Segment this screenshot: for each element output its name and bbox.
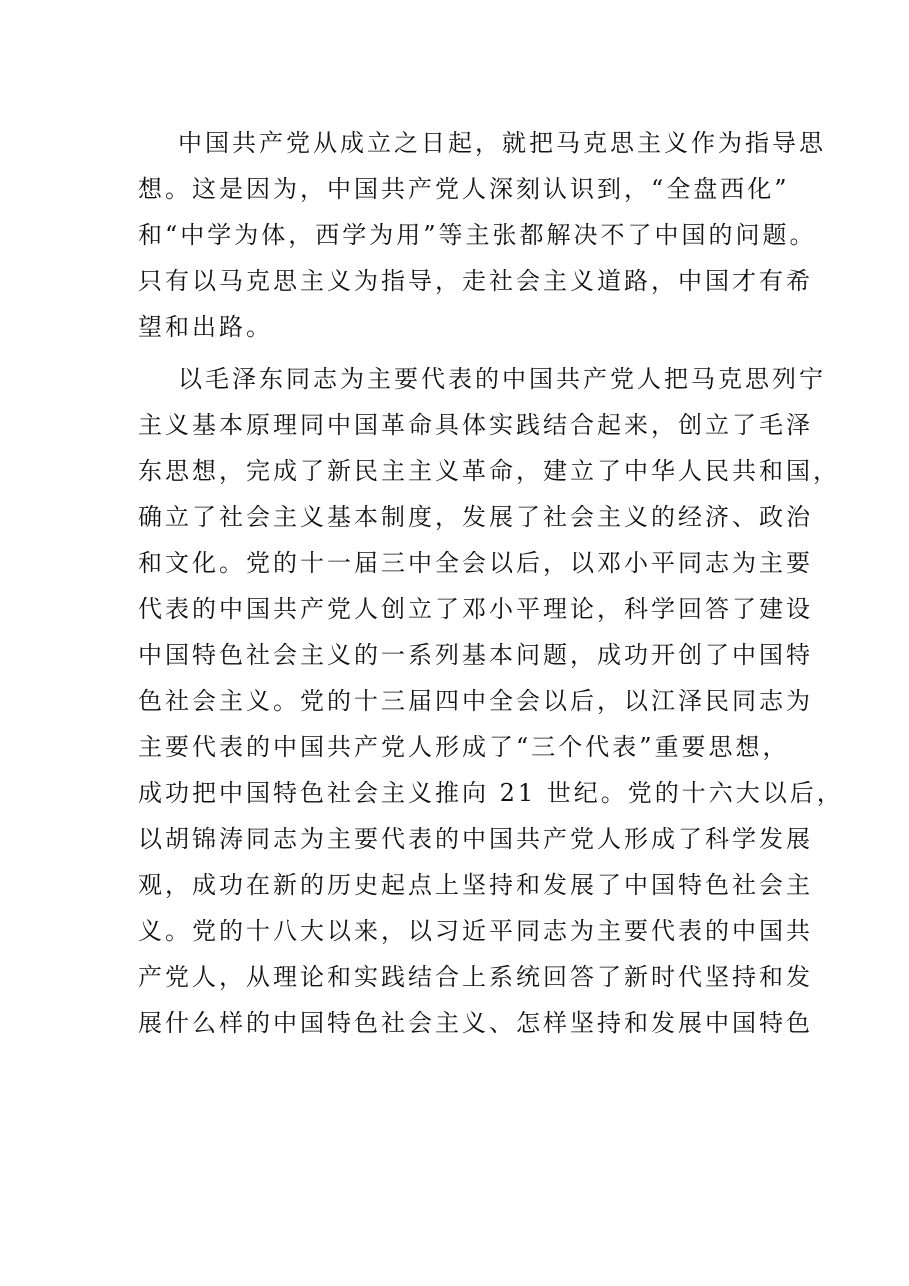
text-line: 以胡锦涛同志为主要代表的中国共产党人形成了科学发展 (138, 825, 813, 853)
text-line: 展什么样的中国特色社会主义、怎样坚持和发展中国特色 (138, 1009, 813, 1037)
text-line: 成功把中国特色社会主义推向 21 世纪。党的十六大以后， (138, 779, 844, 807)
text-line: 东思想，完成了新民主主义革命，建立了中华人民共和国， (138, 457, 840, 485)
text-line: 产党人，从理论和实践结合上系统回答了新时代坚持和发 (138, 963, 813, 991)
paragraph-1 (138, 120, 826, 350)
text-line: 中国特色社会主义的一系列基本问题，成功开创了中国特 (138, 641, 813, 669)
text-line: 主义基本原理同中国革命具体实践结合起来，创立了毛泽 (138, 411, 813, 439)
text-line: 和“中学为体，西学为用”等主张都解决不了中国的问题。 (138, 221, 817, 249)
text-line: 义。党的十八大以来，以习近平同志为主要代表的中国共 (138, 917, 813, 945)
text-line: 只有以马克思主义为指导，走社会主义道路，中国才有希 (138, 267, 813, 295)
text-line: 以毛泽东同志为主要代表的中国共产党人把马克思列宁 (178, 365, 826, 393)
text-line: 色社会主义。党的十三届四中全会以后，以江泽民同志为 (138, 687, 813, 715)
text-line: 代表的中国共产党人创立了邓小平理论，科学回答了建设 (138, 595, 813, 623)
text-line: 主要代表的中国共产党人形成了“三个代表”重要思想， (138, 733, 790, 761)
text-line: 望和出路。 (138, 313, 273, 341)
text-line: 和文化。党的十一届三中全会以后，以邓小平同志为主要 (138, 549, 813, 577)
text-line: 想。这是因为，中国共产党人深刻认识到，“全盘西化” (138, 175, 790, 203)
body-text (138, 120, 844, 1046)
paragraph-2 (138, 356, 844, 1046)
text-line: 观，成功在新的历史起点上坚持和发展了中国特色社会主 (138, 871, 813, 899)
text-line: 确立了社会主义基本制度，发展了社会主义的经济、政治 (138, 503, 813, 531)
text-line: 中国共产党从成立之日起，就把马克思主义作为指导思 (178, 129, 826, 157)
